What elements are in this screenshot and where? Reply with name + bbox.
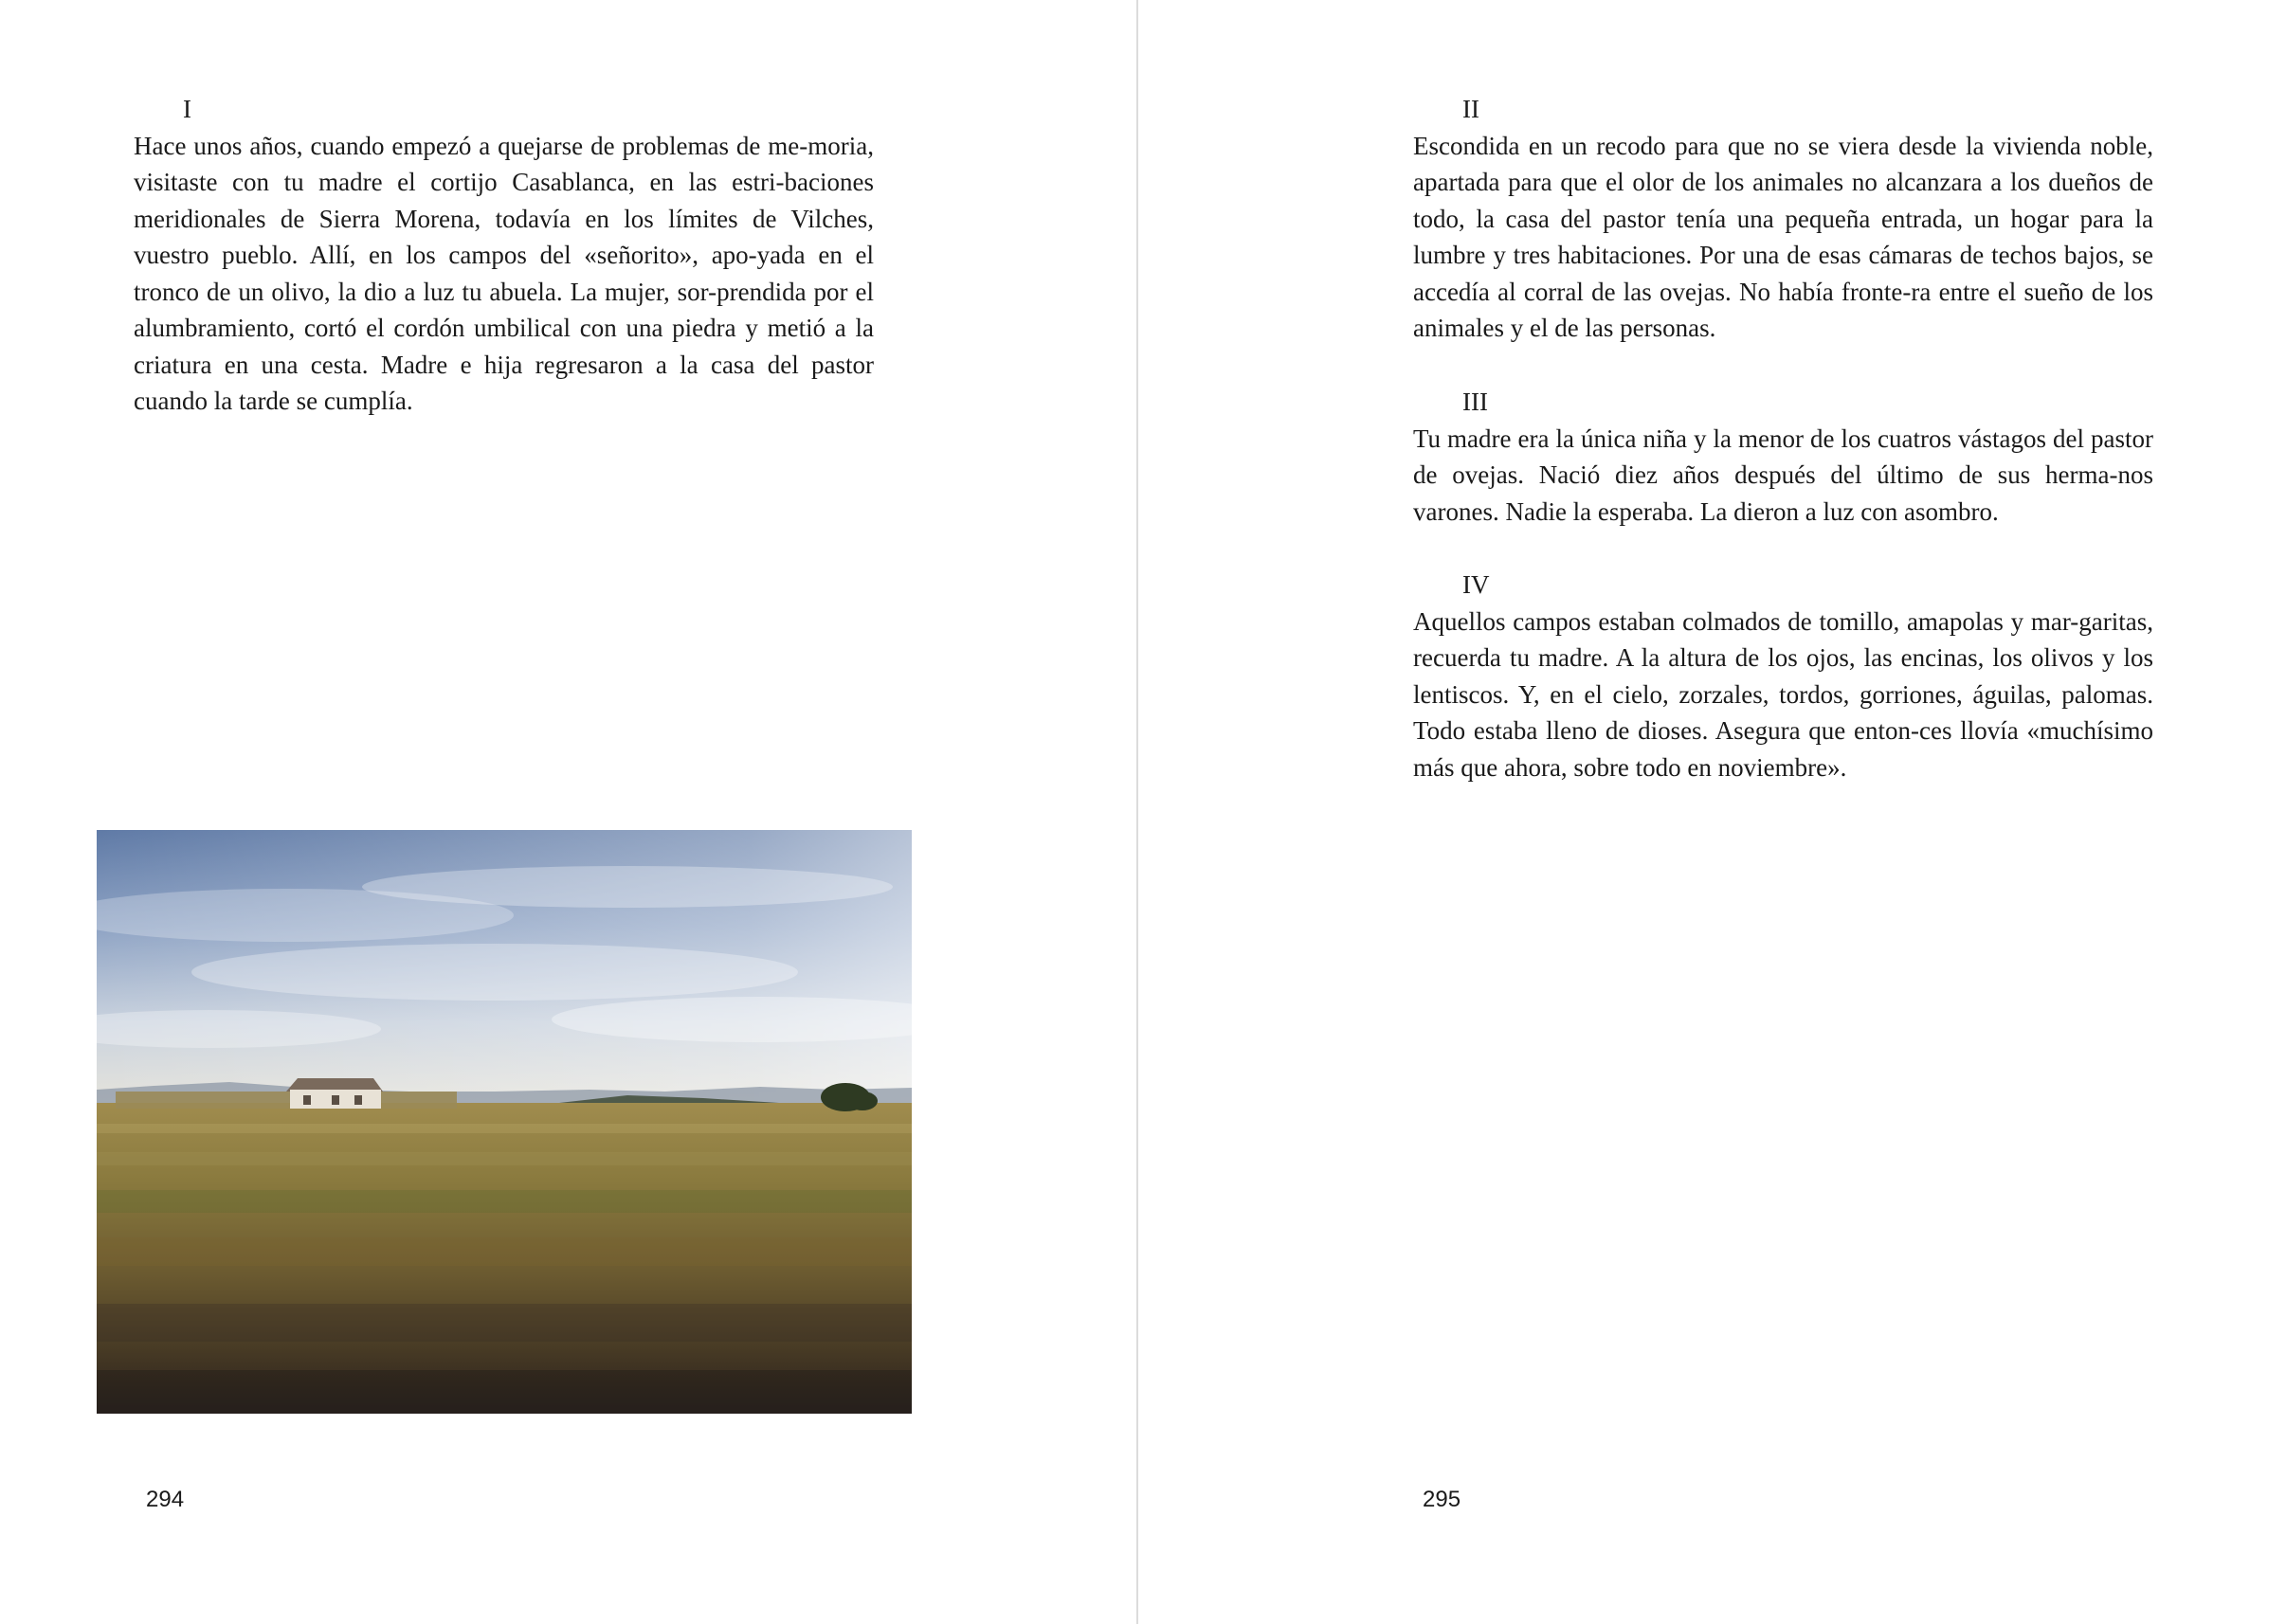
section-text: Hace unos años, cuando empezó a quejarse de problemas de me-moria, visitaste con tu madre el cortijo Casablanca, en las estri-baciones meridionales de Sierra Morena, todavía en los límites de Vilches, vuestro pueblo. Allí, en los campos del «señorito», apo-yada en el tronco de un olivo, la dio a luz tu abuela. La mujer, sor-prendida por el alumbramiento, cortó el cordón umbilical con una piedra y metió a la criatura en una cesta. Madre e hija regresaron a la casa del pastor cuando la tarde se cumplía.: [134, 131, 874, 415]
section-ii: [1413, 91, 2153, 347]
right-page: [1138, 0, 2286, 1624]
section-text: Escondida en un recodo para que no se viera desde la vivienda noble, apartada para que el olor de los animales no alcanzara a los dueños de todo, la casa del pastor tenía una pequeña entrada, un hogar para la lumbre y tres habitaciones. Por una de esas cámaras de techos bajos, se accedía al corral de las ovejas. No había fronte-ra entre el sueño de los animales y el de las personas.: [1413, 131, 2153, 342]
page-number: 295: [1423, 1487, 1461, 1512]
section-text: Tu madre era la única niña y la menor de los cuatros vástagos del pastor de ovejas. Nació diez años después del último de sus herma-nos varones. Nadie la esperaba. La dieron a luz con asombro.: [1413, 424, 2153, 526]
section-iv: [1413, 567, 2153, 785]
section-i: [134, 91, 874, 420]
left-page: [0, 0, 1137, 1624]
landscape-photo: [97, 830, 912, 1414]
section-numeral: I: [183, 95, 191, 123]
section-numeral: IV: [1462, 570, 1490, 599]
section-numeral: III: [1462, 388, 1488, 416]
page-number: 294: [146, 1487, 185, 1512]
section-text: Aquellos campos estaban colmados de tomillo, amapolas y mar-garitas, recuerda tu madre. A la altura de los ojos, las encinas, los olivos y los lentiscos. Y, en el cielo, zorzales, tordos, gorriones, águilas, palomas. Todo estaba lleno de dioses. Asegura que enton-ces llovía «muchísimo más que ahora, sobre todo en noviembre».: [1413, 606, 2153, 782]
section-numeral: II: [1462, 95, 1479, 123]
section-iii: [1413, 384, 2153, 530]
